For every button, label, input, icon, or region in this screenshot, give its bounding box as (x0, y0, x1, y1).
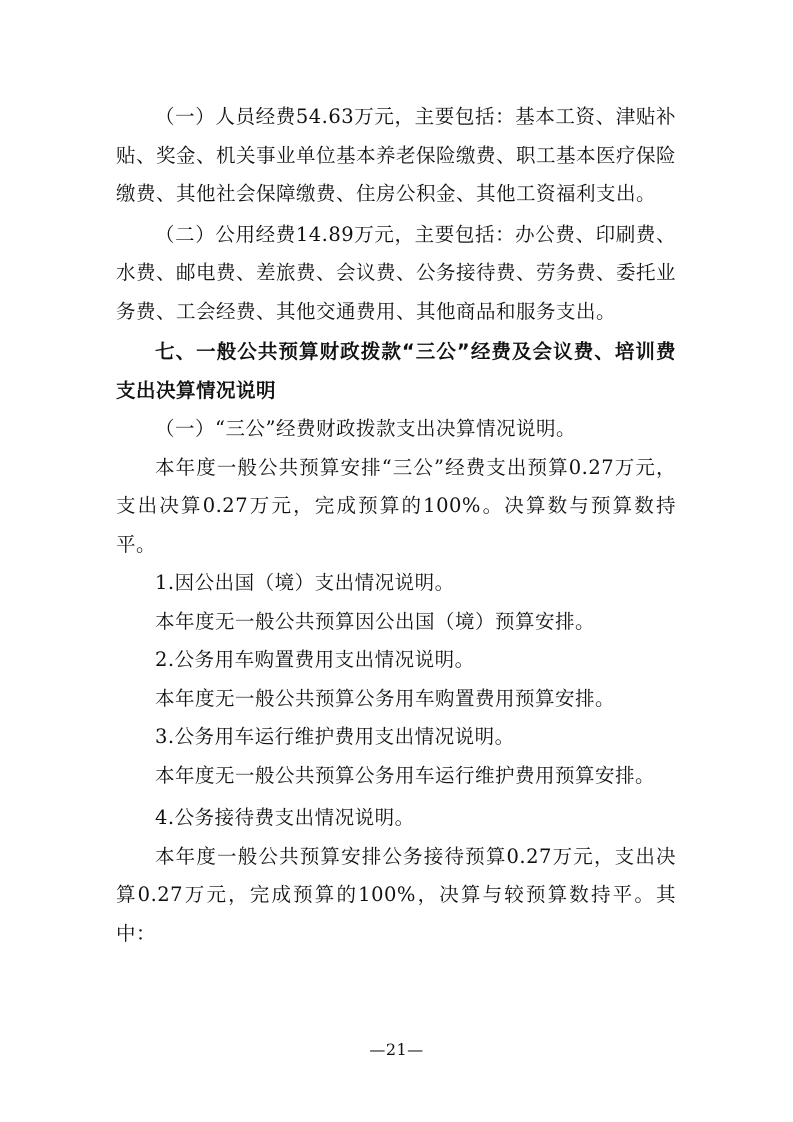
paragraph-public-expenses: （二）公用经费14.89万元，主要包括：办公费、印刷费、水费、邮电费、差旅费、会议费、公务接待费、劳务费、委托业务费、工会经费、其他交通费用、其他商品和服务支出。 (116, 222, 677, 323)
section-heading-three-public-expenses: 七、一般公共预算财政拨款“三公”经费及会议费、培训费支出决算情况说明 (116, 340, 676, 402)
paragraph-vehicle-purchase: 本年度无一般公共预算公务用车购置费用预算安排。 (155, 686, 616, 710)
item-heading-reception: 4.公务接待费支出情况说明。 (155, 806, 415, 829)
item-heading-vehicle-purchase: 2.公务用车购置费用支出情况说明。 (155, 648, 475, 671)
subheading-three-public-expenses: （一）“三公”经费财政拨款支出决算情况说明。 (155, 417, 576, 440)
item-heading-vehicle-operation: 3.公务用车运行维护费用支出情况说明。 (155, 725, 515, 748)
item-heading-overseas-travel: 1.因公出国（境）支出情况说明。 (155, 571, 455, 594)
paragraph-personnel-expenses: （一）人员经费54.63万元，主要包括：基本工资、津贴补贴、奖金、机关事业单位基本养老保险缴费、职工基本医疗保险缴费、其他社会保障缴费、住房公积金、其他工资福利支出。 (116, 105, 677, 205)
document-body (116, 98, 676, 953)
paragraph-reception: 本年度一般公共预算安排公务接待预算0.27万元，支出决算0.27万元，完成预算的100%，决算与较预算数持平。其中： (116, 844, 676, 945)
paragraph-vehicle-operation: 本年度无一般公共预算公务用车运行维护费用预算安排。 (155, 763, 656, 787)
paragraph-three-public-budget: 本年度一般公共预算安排“三公”经费支出预算0.27万元，支出决算0.27万元，完成预算的100%。决算数与预算数持平。 (116, 455, 676, 556)
page-number: —21— (369, 1040, 424, 1059)
paragraph-overseas-travel: 本年度无一般公共预算因公出国（境）预算安排。 (155, 609, 596, 633)
